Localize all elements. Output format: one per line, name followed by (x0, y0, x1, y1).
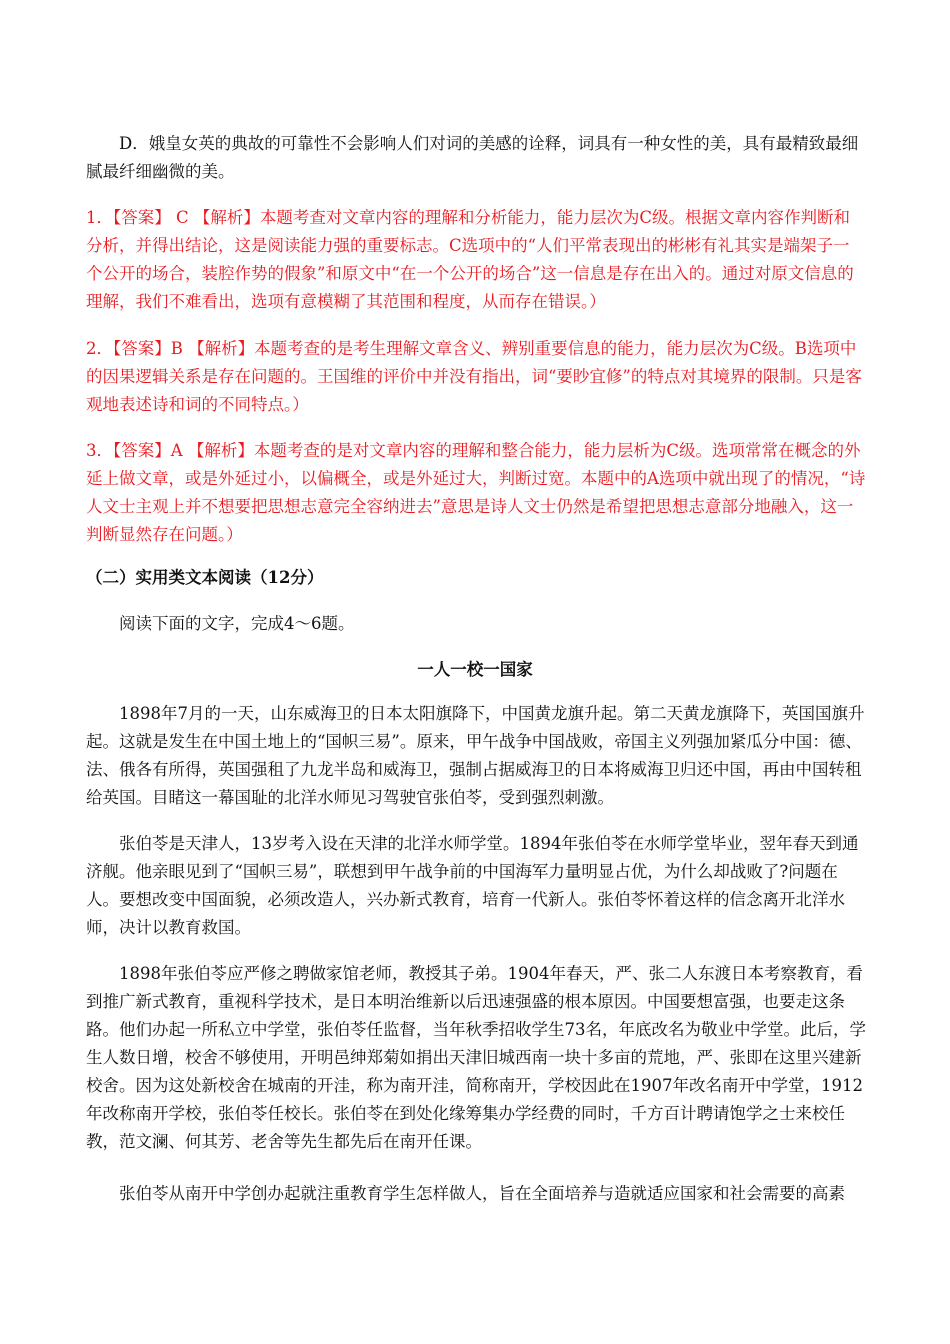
answer-1: 1．【答案】 C 【解析】本题考查对文章内容的理解和分析能力，能力层次为C级。根据文章内容作判断和分析，并得出结论，这是阅读能力强的重要标志。C选项中的“人们平常表现出的彬彬有礼其实是端架子一个公开的场合，装腔作势的假象”和原文中“在一个公开的场合”这一信息是存在出入的。通过对原文信息的理解，我们不难看出，选项有意模糊了其范围和程度，从而存在错误。） (86, 208, 854, 311)
article-paragraph-1: 1898年7月的一天，山东威海卫的日本太阳旗降下，中国黄龙旗升起。第二天黄龙旗降下，英国国旗升起。这就是发生在中国土地上的“国帜三易”。原来，甲午战争中国战败，帝国主义列强加紧瓜分中国：德、法、俄各有所得，英国强租了九龙半岛和威海卫，强制占据威海卫的日本将威海卫归还中国，再由中国转租给英国。目睹这一幕国耻的北洋水师见习驾驶官张伯苓，受到强烈刺激。 (86, 704, 865, 807)
article-title: 一人一校一国家 (417, 660, 533, 679)
article-paragraph-4: 张伯苓从南开中学创办起就注重教育学生怎样做人，旨在全面培养与造就适应国家和社会需要的高素 (119, 1184, 845, 1203)
reading-instruction: 阅读下面的文字，完成4～6题。 (119, 614, 355, 633)
option-d-text: D．娥皇女英的典故的可靠性不会影响人们对词的美感的诠释，词具有一种女性的美，具有最精致最细腻最纤细幽微的美。 (86, 134, 859, 181)
section-heading: （二）实用类文本阅读（12分） (86, 568, 324, 587)
article-paragraph-3: 1898年张伯苓应严修之聘做家馆老师，教授其子弟。1904年春天，严、张二人东渡日本考察教育，看到推广新式教育，重视科学技术，是日本明治维新以后迅速强盛的根本原因。中国要想富强，也要走这条路。他们办起一所私立中学堂，张伯苓任监督，当年秋季招收学生73名，年底改名为敬业中学堂。此后，学生人数日增，校舍不够使用，开明邑绅郑菊如捐出天津旧城西南一块十多亩的荒地，严、张即在这里兴建新校舍。因为这处新校舍在城南的开洼，称为南开洼，简称南开，学校因此在1907年改名南开中学堂，1912年改称南开学校，张伯苓任校长。张伯苓在到处化缘筹集办学经费的同时，千方百计聘请饱学之士来校任教，范文澜、何其芳、老舍等先生都先后在南开任课。 (86, 964, 866, 1151)
article-paragraph-2: 张伯苓是天津人，13岁考入设在天津的北洋水师学堂。1894年张伯苓在水师学堂毕业，翌年春天到通济舰。他亲眼见到了“国帜三易”，联想到甲午战争前的中国海军力量明显占优，为什么却战败了?问题在人。要想改变中国面貌，必须改造人，兴办新式教育，培育一代新人。张伯苓怀着这样的信念离开北洋水师，决计以教育救国。 (86, 834, 859, 937)
answer-3: 3．【答案】A 【解析】本题考查的是对文章内容的理解和整合能力，能力层析为C级。选项常常在概念的外延上做文章，或是外延过小，以偏概全，或是外延过大，判断过宽。本题中的A选项中就出现了的情况，“诗人文士主观上并不想要把思想志意完全容纳进去”意思是诗人文士仍然是希望把思想志意部分地融入，这一判断显然存在问题。） (86, 441, 866, 544)
answer-2: 2．【答案】B 【解析】本题考查的是考生理解文章含义、辨别重要信息的能力，能力层次为C级。B选项中的因果逻辑关系是存在问题的。王国维的评价中并没有指出，词“要眇宜修”的特点对其境界的限制。只是客观地表述诗和词的不同特点。） (86, 339, 862, 414)
